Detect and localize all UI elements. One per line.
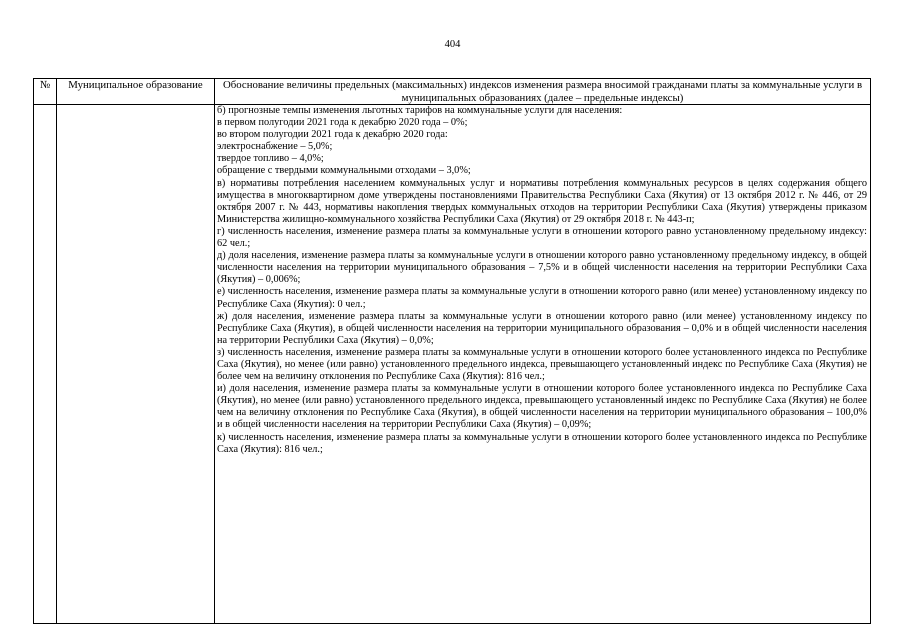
table-body [34,105,871,624]
table-header-row [34,79,871,105]
paragraph-solid-waste: обращение с твердыми коммунальными отходами – 3,0%; [217,165,471,177]
paragraph-second-half-2021: во втором полугодии 2021 года к декабрю 2020 года: [217,129,448,141]
column-header-rationale: Обоснование величины предельных (максимальных) индексов изменения размера вносимой гражданами платы за коммунальные услуги в муниципальных образованиях (далее – предельные индексы) [215,79,871,105]
paragraph-z-population-above: з) численность населения, изменение размера платы за коммунальные услуги в отношении которого более установленного индекса по Республике Саха (Якутия), но менее (или равно) установленного предельного индекса, превышающего установленный индекс по Республике Саха (Якутия) не более чем на величину отклонения по Республике Саха (Якутия): 816 чел.; [217,346,867,383]
tariff-index-table [33,78,871,624]
paragraph-i-share-above: и) доля населения, изменение размера платы за коммунальные услуги в отношении которого более установленного индекса по Республике Саха (Якутия), но менее (или равно) установленного предельного индекса, превышающего установленный индекс по Республике Саха (Якутия) не более чем на величину отклонения по Республике Саха (Якутия), в общей численности населения на территории муниципального образования – 100,0% и в общей численности населения на территории Республики Саха (Якутия) – 0,09%; [217,383,867,431]
rationale-cell [215,105,871,624]
column-header-number: № [34,79,57,105]
row-number-cell [34,105,57,624]
paragraph-v-norms: в) нормативы потребления населением коммунальных услуг и нормативы потребления коммунальных ресурсов в целях содержания общего имущества в многоквартирном доме утверждены постановлениями Правительства Республики Саха (Якутия) от 13 октября 2012 г. № 446, от 29 октября 2007 г. № 443, нормативы накопления твердых коммунальных отходов на территории Республики Саха (Якутия) утверждены приказом Министерства жилищно-коммунального хозяйства Республики Саха (Якутия) от 29 октября 2018 г. № 443-п; [217,177,867,225]
page-number: 404 [444,39,461,50]
paragraph-e-population-less: е) численность населения, изменение размера платы за коммунальные услуги в отношении которого равно (или менее) установленному индексу по Республике Саха (Якутия): 0 чел.; [217,286,867,310]
paragraph-b-forecast-rates: б) прогнозные темпы изменения льготных тарифов на коммунальные услуги для населения: [217,105,623,116]
paragraph-first-half-2021: в первом полугодии 2021 года к декабрю 2020 года – 0%; [217,117,468,129]
paragraph-solid-fuel: твердое топливо – 4,0%; [217,153,324,165]
municipality-cell [57,105,215,624]
table-row [34,105,871,624]
column-header-municipality: Муниципальное образование [57,79,215,105]
paragraph-k-population-above-index: к) численность населения, изменение размера платы за коммунальные услуги в отношении которого более установленного индекса по Республике Саха (Якутия): 816 чел.; [217,431,867,455]
paragraph-d-share-equal: д) доля населения, изменение размера платы за коммунальные услуги в отношении которого равно установленному предельному индексу, в общей численности населения на территории муниципального образования – 7,5% и в общей численности населения на территории Республики Саха (Якутия) – 0,006%; [217,250,867,286]
paragraph-electricity: электроснабжение – 5,0%; [217,141,333,153]
paragraph-zh-share-less: ж) доля населения, изменение размера платы за коммунальные услуги в отношении которого равно (или менее) установленному индексу по Республике Саха (Якутия), в общей численности населения на территории муниципального образования – 0,0% и в общей численности населения на территории Республики Саха (Якутия) – 0,0%; [217,310,867,346]
paragraph-g-population-equal: г) численность населения, изменение размера платы за коммунальные услуги в отношении которого равно установленному предельному индексу: 62 чел.; [217,225,867,250]
table-header [34,79,871,105]
